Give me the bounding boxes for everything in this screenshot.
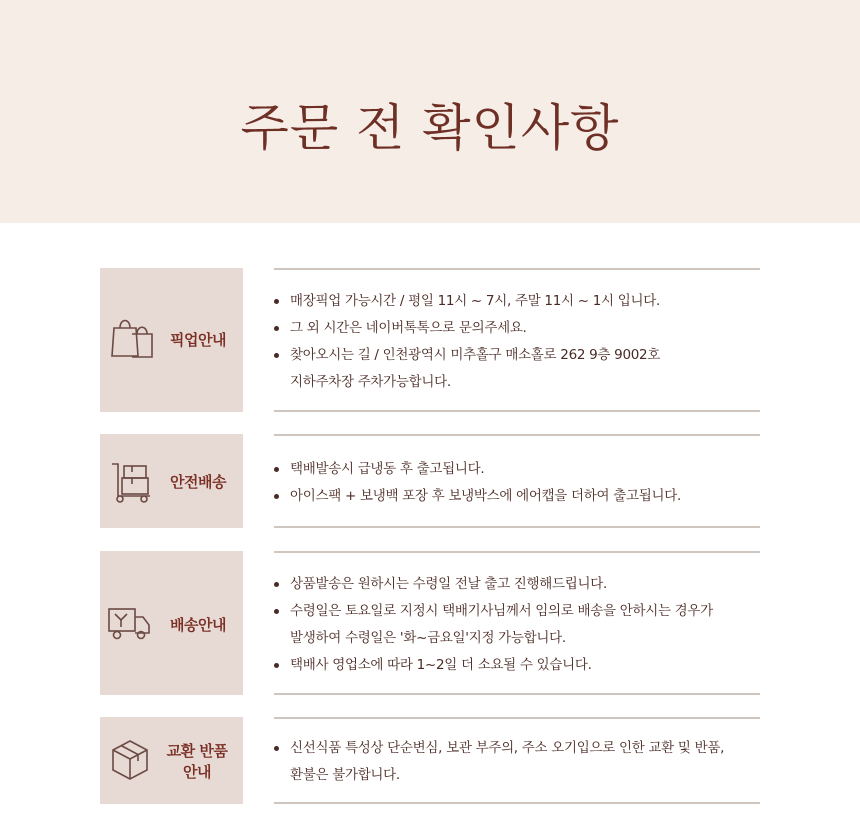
delivery-truck-icon (107, 605, 151, 641)
list-item: 택배사 영업소에 따라 1~2일 더 소요될 수 있습니다. (274, 652, 760, 679)
section-exchange-return (100, 717, 760, 804)
section-label: 픽업안내 (170, 331, 226, 349)
section-label: 배송안내 (170, 616, 226, 634)
list-item: 상품발송은 원하시는 수령일 전날 출고 진행해드립니다. (274, 571, 760, 598)
list-item: 아이스팩 + 보냉백 포장 후 보냉박스에 에어캡을 더하여 출고됩니다. (274, 483, 760, 510)
list-item-continuation: 발생하여 수령일은 '화~금요일'지정 가능합니다. (290, 630, 566, 646)
list-item: 찾아오시는 길 / 인천광역시 미추홀구 매소홀로 262 9층 9002호 (274, 342, 760, 369)
section-content (274, 268, 760, 412)
list-item-continuation: 지하주차장 주차가능합니다. (290, 374, 451, 390)
package-box-icon (111, 739, 149, 781)
hand-truck-icon (110, 460, 154, 504)
section-label-line2: 안내 (183, 763, 211, 781)
list-item: 수령일은 토요일로 지정시 택배기사님께서 임의로 배송을 안하시는 경우가 (274, 598, 760, 625)
section-label: 안전배송 (170, 473, 226, 491)
section-label-line1: 교환 반품 (166, 742, 228, 760)
section-label-box (100, 717, 243, 804)
section-safe-delivery (100, 434, 760, 528)
list-item: 매장픽업 가능시간 / 평일 11시 ~ 7시, 주말 11시 ~ 1시 입니다. (274, 288, 760, 315)
section-delivery-info (100, 551, 760, 695)
section-label-box (100, 434, 243, 528)
list-item: 그 외 시간은 네이버톡톡으로 문의주세요. (274, 315, 760, 342)
list-item: 택배발송시 급냉동 후 출고됩니다. (274, 456, 760, 483)
section-label-box (100, 268, 243, 412)
header-banner (0, 0, 860, 223)
section-label-box (100, 551, 243, 695)
list-item-continuation: 환불은 불가합니다. (290, 767, 400, 783)
section-content (274, 717, 760, 804)
shopping-bags-icon (110, 312, 158, 360)
section-content (274, 551, 760, 695)
section-content (274, 434, 760, 528)
section-pickup (100, 268, 760, 412)
page-title: 주문 전 확인사항 (240, 99, 620, 157)
list-item: 신선식품 특성상 단순변심, 보관 부주의, 주소 오기입으로 인한 교환 및 반품, (274, 735, 760, 762)
